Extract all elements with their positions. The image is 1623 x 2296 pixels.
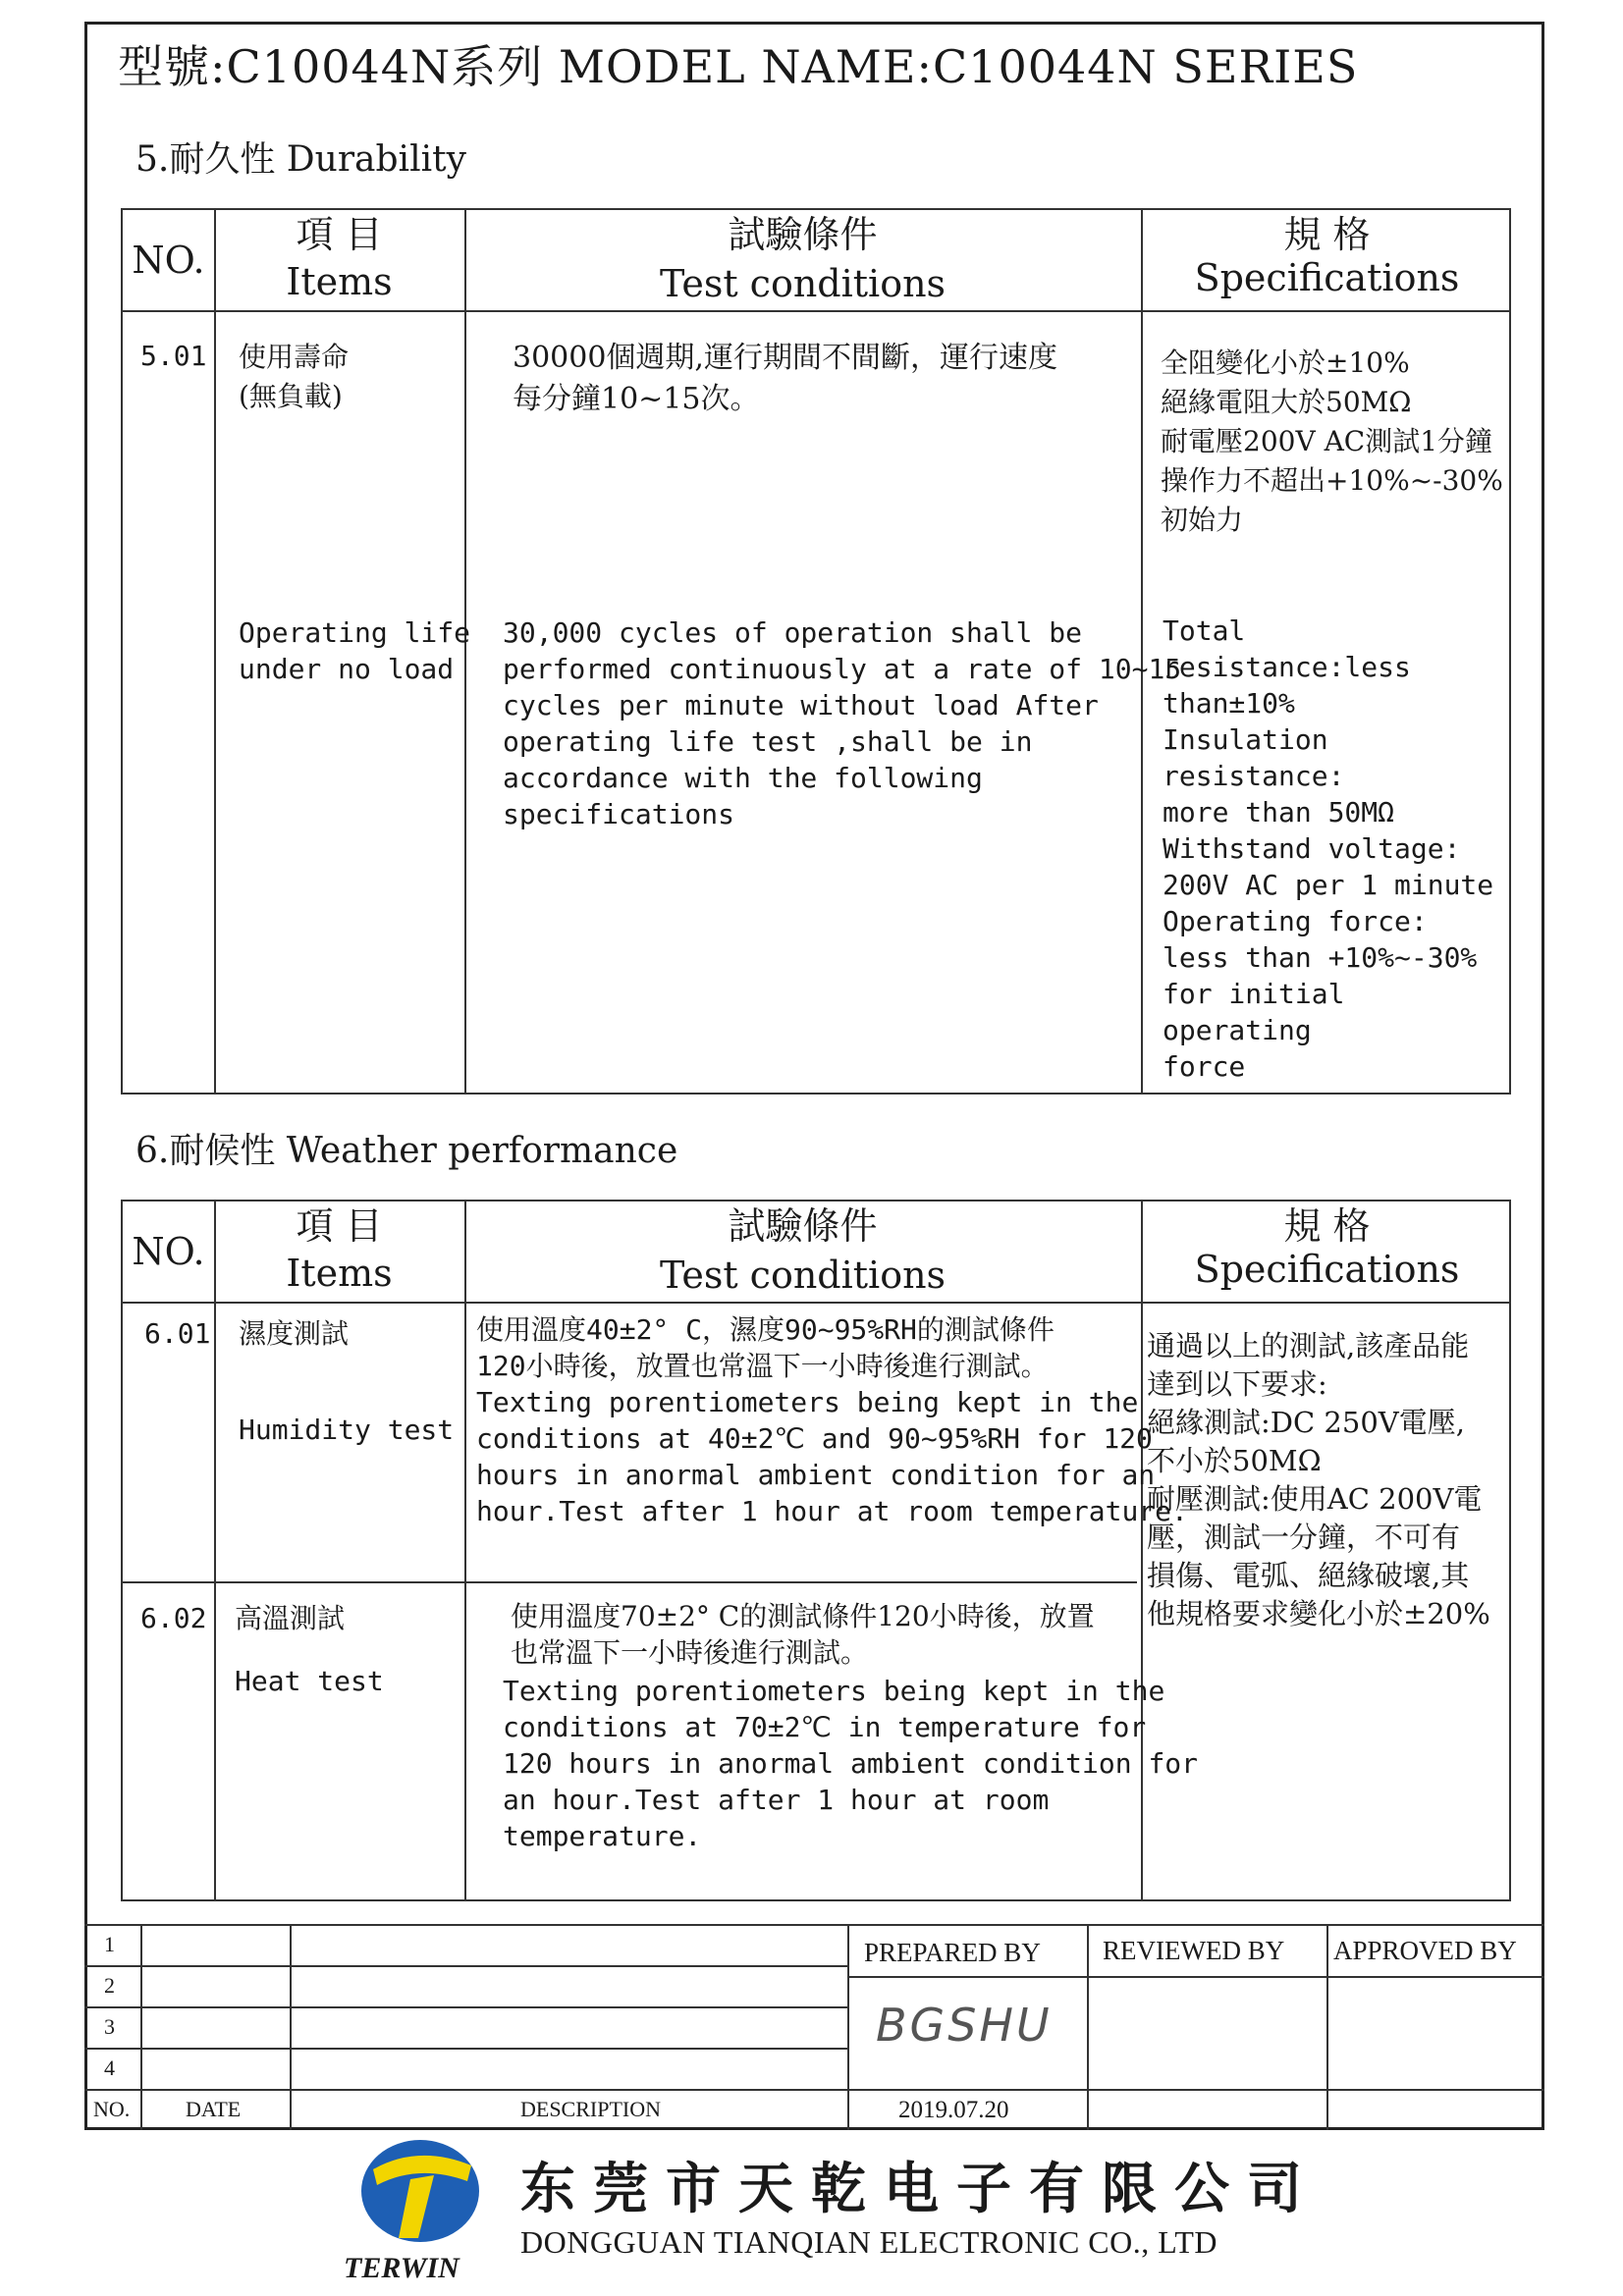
weather-specifications: 通過以上的測試,該產品能 達到以下要求: 絕緣測試:DC 250V電壓, 不小於50MΩ 耐壓測試:使用AC 200V電 壓，測試一分鐘，不可有 損傷、電弧、絕緣破壞,其 他規格要求變化小於±20%	[1147, 1329, 1490, 1630]
terwin-logo-icon	[355, 2136, 485, 2246]
company-name-zh: 东莞市天乾电子有限公司	[520, 2157, 1320, 2221]
col-description-label: DESCRIPTION	[520, 2097, 662, 2121]
prepared-by-signature: BGSHU	[876, 1999, 1053, 2052]
specifications-en: Total resistance:less than±10% Insulation resistance: more than 50MΩ Withstand voltage: 200V AC per 1 minute Operating force: less than +10%~-30% for initial operating force	[1163, 614, 1494, 1083]
prepared-date: 2019.07.20	[898, 2097, 1009, 2123]
item-name-en: Humidity test	[239, 1414, 455, 1446]
rev-number: 2	[104, 1973, 115, 1998]
durability-table	[121, 208, 1511, 1095]
item-name-zh: 高溫測試	[235, 1602, 346, 1634]
header-items-en: Items	[286, 1252, 393, 1295]
company-logo	[355, 2136, 485, 2246]
col-no-label: NO.	[93, 2097, 131, 2121]
rev-number: 1	[104, 1932, 115, 1956]
row-number: 6.02	[140, 1602, 207, 1634]
title-block	[84, 1924, 1544, 2130]
rev-number: 3	[104, 2014, 115, 2039]
header-no: NO.	[132, 1230, 205, 1273]
item-name-zh: 濕度測試	[239, 1317, 350, 1350]
approved-by-label: APPROVED BY	[1333, 1936, 1517, 1965]
header-conditions-zh: 試驗條件	[728, 213, 878, 256]
company-logo-text: TERWIN	[344, 2252, 460, 2284]
row-number: 5.01	[140, 340, 207, 372]
weather-table	[121, 1200, 1511, 1901]
test-conditions-en: Texting porentiometers being kept in the conditions at 70±2℃ in temperature for 120 hours in anormal ambient condition for an hour.Test after 1 hour at room temperature.	[503, 1675, 1199, 1852]
item-name-zh: 使用壽命 (無負載)	[239, 341, 350, 412]
test-conditions-zh: 使用溫度70±2° C的測試條件120小時後，放置 也常溫下一小時後進行測試。	[511, 1600, 1095, 1669]
test-conditions-en: 30,000 cycles of operation shall be performed continuously at a rate of 10~15 cycles per minute without load After operating life test ,shall be in accordance with the following specifications	[503, 616, 1182, 830]
section-title-weather: 6.耐候性 Weather performance	[135, 1131, 678, 1171]
rev-number: 4	[104, 2056, 115, 2080]
section-title-durability: 5.耐久性 Durability	[135, 139, 466, 180]
header-no: NO.	[132, 239, 205, 282]
company-name-en: DONGGUAN TIANQIAN ELECTRONIC CO., LTD	[520, 2224, 1218, 2260]
header-items-zh: 項 目	[296, 213, 383, 256]
header-specifications-en: Specifications	[1194, 1248, 1460, 1291]
prepared-by-label: PREPARED BY	[864, 1938, 1041, 1967]
header-conditions-en: Test conditions	[659, 262, 947, 305]
document-title: 型號:C10044N系列 MODEL NAME:C10044N SERIES	[118, 40, 1359, 93]
test-conditions-zh: 30000個週期,運行期間不間斷，運行速度 每分鐘10~15次。	[513, 341, 1057, 416]
row-number: 6.01	[144, 1317, 211, 1350]
test-conditions: 使用溫度40±2° C，濕度90~95%RH的測試條件 120小時後，放置也常溫下一小時後進行測試。 Texting porentiometers being kept in the conditions at 40±2℃ and 90~95%RH for 120 hours in anormal ambient condition for an hour.Test after 1 hour at room temperature.	[476, 1313, 1188, 1527]
reviewed-by-label: REVIEWED BY	[1103, 1936, 1285, 1965]
header-items-zh: 項 目	[296, 1204, 383, 1248]
header-specifications-zh: 規 格	[1283, 1204, 1371, 1248]
header-specifications-en: Specifications	[1194, 256, 1460, 299]
header-specifications-zh: 規 格	[1283, 213, 1371, 256]
col-date-label: DATE	[186, 2097, 242, 2121]
header-conditions-zh: 試驗條件	[728, 1204, 878, 1248]
item-name-en: Operating life under no load	[239, 616, 471, 685]
item-name-en: Heat test	[235, 1665, 384, 1697]
header-conditions-en: Test conditions	[659, 1254, 947, 1297]
specifications-zh: 全阻變化小於±10% 絕緣電阻大於50MΩ 耐電壓200V AC測試1分鐘 操作力不超出+10%~-30% 初始力	[1161, 347, 1503, 536]
header-items-en: Items	[286, 260, 393, 303]
